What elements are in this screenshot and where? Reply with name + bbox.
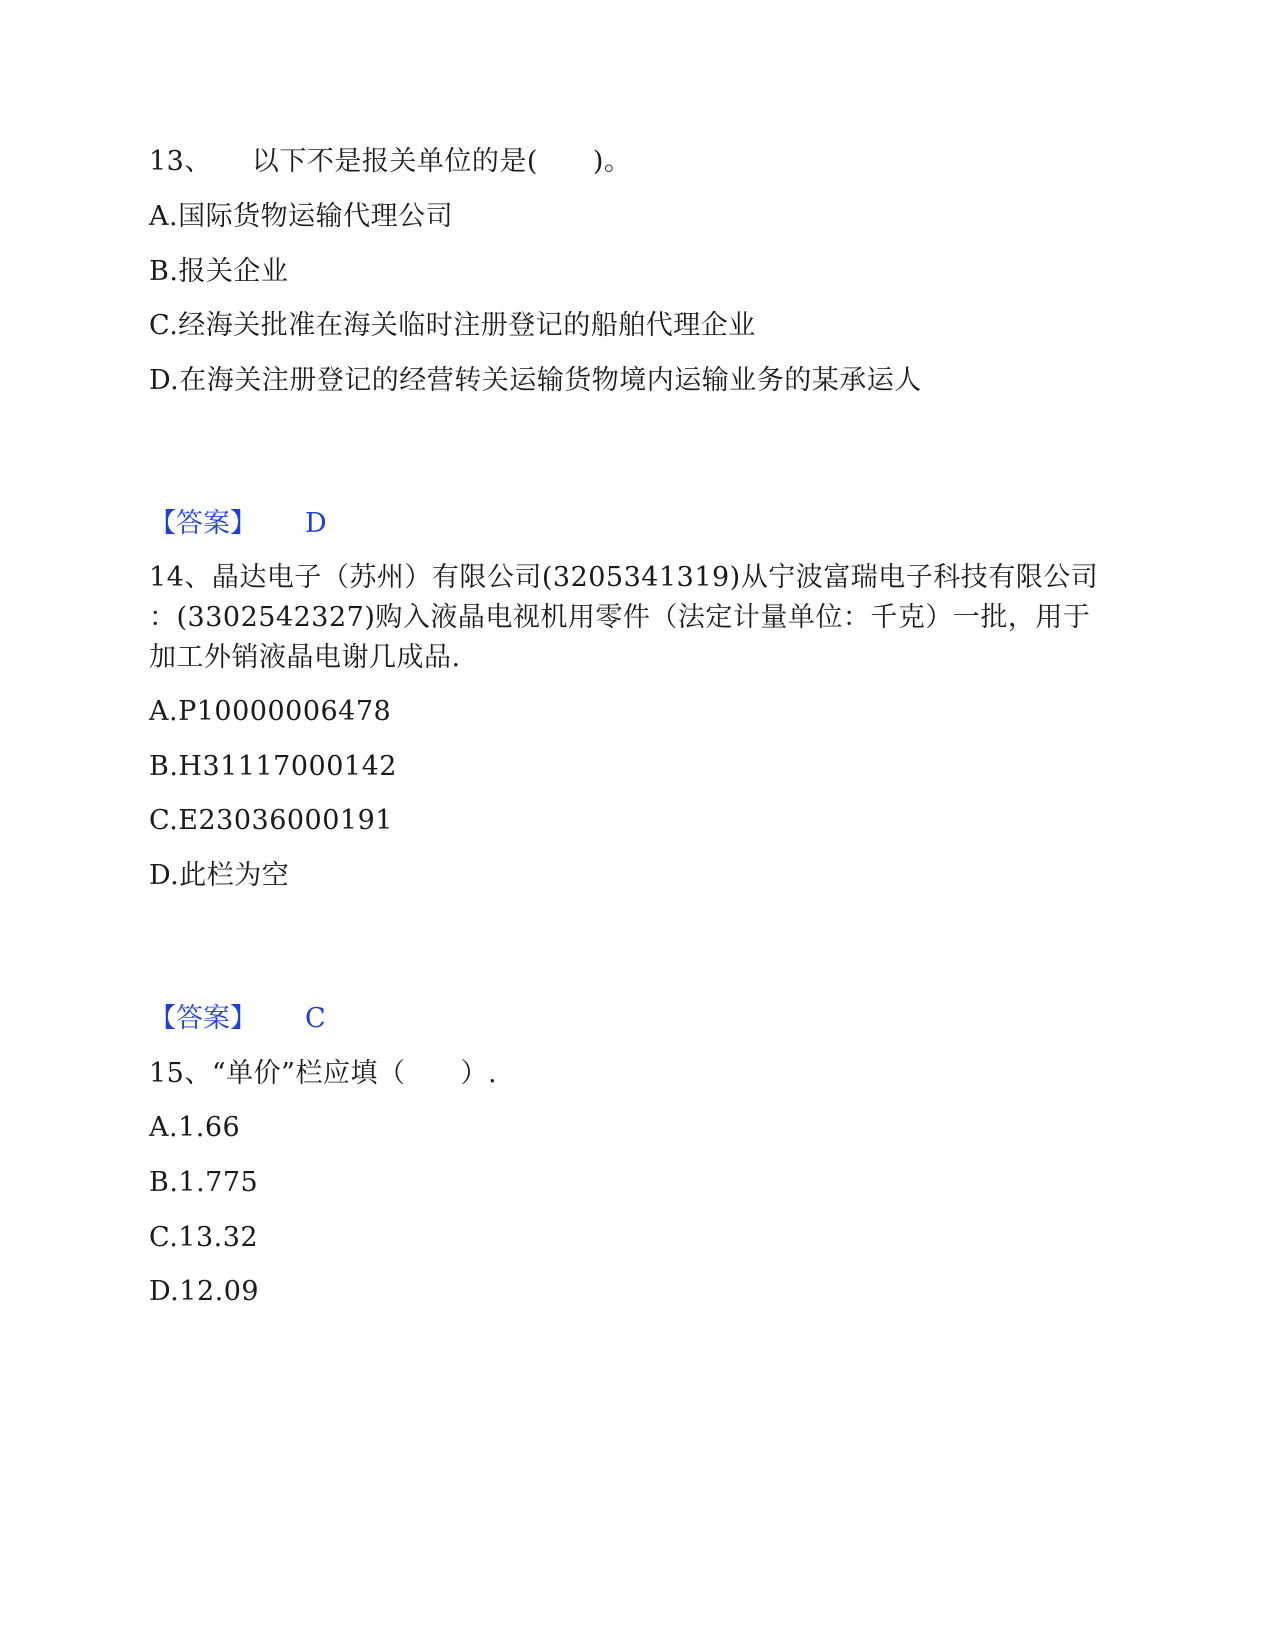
- question-13-number: 13、: [149, 146, 212, 177]
- question-15-option-a: A.1.66: [149, 1112, 241, 1143]
- answer-tag: 【答案】: [149, 508, 257, 539]
- question-14-stem-line-2: ：(3302542327)购入液晶电视机用零件（法定计量单位：千克）一批，用于: [149, 602, 1091, 633]
- question-14-option-b: B.H31117000142: [149, 751, 397, 782]
- question-14-stem-line-1: 14、晶达电子（苏州）有限公司(3205341319)从宁波富瑞电子科技有限公司: [149, 562, 1099, 593]
- question-13-option-c: C.经海关批准在海关临时注册登记的船舶代理企业: [149, 310, 756, 341]
- question-13-stem: [149, 145, 631, 179]
- question-13-option-a: A.国际货物运输代理公司: [149, 201, 454, 232]
- answer-value: D: [305, 508, 327, 539]
- answer-value: C: [305, 1003, 326, 1034]
- question-13-text: 以下不是报关单位的是( )。: [251, 146, 632, 177]
- answer-tag: 【答案】: [149, 1003, 257, 1034]
- question-14-option-c: C.E23036000191: [149, 805, 393, 836]
- question-14-answer: [149, 1002, 326, 1036]
- question-14-stem-line-3: 加工外销液晶电谢几成品.: [149, 642, 461, 673]
- question-15-option-c: C.13.32: [149, 1222, 259, 1253]
- question-15-option-d: D.12.09: [149, 1276, 260, 1307]
- question-13-answer: [149, 507, 327, 541]
- question-14-option-d: D.此栏为空: [149, 860, 290, 891]
- question-13-option-b: B.报关企业: [149, 256, 289, 287]
- question-14-option-a: A.P10000006478: [149, 696, 392, 727]
- question-13-option-d: D.在海关注册登记的经营转关运输货物境内运输业务的某承运人: [149, 365, 922, 396]
- question-15-option-b: B.1.775: [149, 1167, 259, 1198]
- question-15-stem: 15、“单价”栏应填（ ）.: [149, 1058, 498, 1089]
